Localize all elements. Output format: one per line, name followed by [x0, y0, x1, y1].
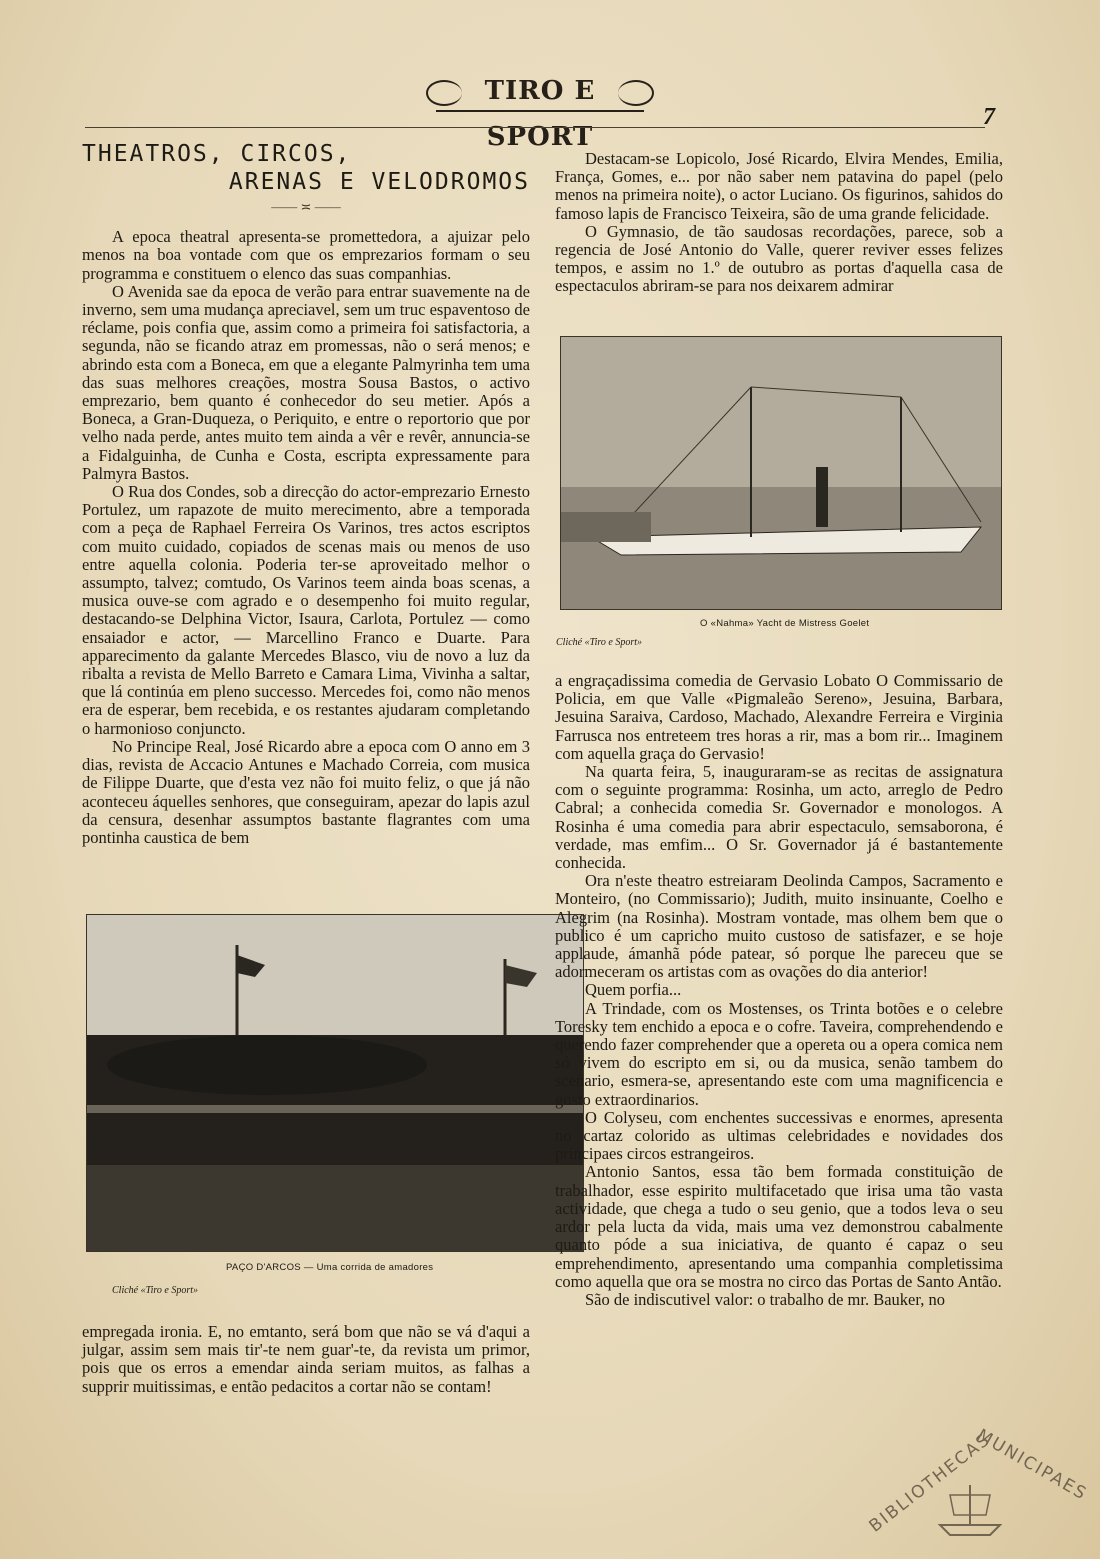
paragraph: O Gymnasio, de tão saudosas recordações, parece, sob a regencia de José Antonio do Valle, querer reviver esses felizes tempos, e assim no 1.º de outubro as portas d'aquella casa de espectaculos abriram-se para nos deixarem admirar [555, 221, 1003, 296]
stamp-ship-icon [850, 1425, 1090, 1545]
paragraph: A Trindade, com os Mostenses, os Trinta botões e o celebre Toresky tem enchido a epoca e o cofre. Taveira, comprehendendo e querendo fazer comprehender que a opereta ou a opera comica nem só vivem do escripto em si, ou da musica, senão tambem do scenario, esmera-se, apresentando este com uma magnificencia e gosto extraordinarios. [555, 998, 1003, 1109]
article-title [82, 140, 530, 196]
paragraph: Antonio Santos, essa tão bem formada constituição de trabalhador, esse espirito multifacetado que irisa uma tão vasta actividade, que chega a tudo o seu genio, que a todos leva o seu ardor pela lucta da vida, mais uma vez demonstrou cabalmente quanto póde a sua iniciativa, de quanto é capaz o seu emprehendimento, apresentando uma companhia completissima como aquella que ora se mostra no circo das Portas de Santo Antão. [555, 1162, 1003, 1291]
page-number: 7 [983, 104, 995, 130]
masthead-logo [440, 68, 640, 152]
crowd-scene-image [87, 915, 583, 1251]
crowd-photo-credit: Cliché «Tiro e Sport» [112, 1285, 199, 1296]
left-column-continuation [82, 1323, 530, 1396]
library-stamp [850, 1425, 1090, 1545]
masthead-ornament-left [426, 80, 462, 106]
ship-photo-caption: O «Nahma» Yacht de Mistress Goelet [700, 618, 870, 629]
paragraph: O Avenida sae da epoca de verão para entrar suavemente na de inverno, sem uma mudança apreciavel, sem um truc espaventoso de réclame, pois confia que, assim como a primeira foi satisfactoria, a segunda, não se ficando atraz em promessas, não o será menos; e abrindo esta com a Boneca, em que a elegante Palmyrinha tem uma das suas melhores creações, mostra Sousa Bastos, o activo emprezario, bem quanto é conhecedor do seu metier. Após a Boneca, a Gran-Duqueza, o Periquito, e entre o reportorio que por velho nada perde, antes muito tem ainda a vêr e revêr, annuncia-se a Fidalguinha, de Cunha e Costa, escripta expressamente para Palmyra Bastos. [82, 281, 530, 483]
title-ornament: —— ≍ —— [271, 199, 341, 214]
paragraph: Quem porfia... [585, 980, 682, 1000]
masthead-rule [436, 110, 644, 112]
paragraph: a engraçadissima comedia de Gervasio Lobato O Commissario de Policia, em que Valle «Pigmaleão Sereno», Jesuina, Barbara, Jesuina Saraiva, Cardoso, Machado, Alexandre Ferreira e Virginia Farrusca nos entreteem tres horas a rir, mas a bom rir... Imaginem com aquella graça do Gervasio! [555, 671, 1003, 763]
left-column [82, 140, 530, 847]
right-column-top [555, 150, 1003, 296]
stamp-text-right: MUNICIPAES [973, 1425, 1091, 1505]
article-title-line1: THEATROS, CIRCOS, [82, 141, 352, 167]
paragraph: Na quarta feira, 5, inauguraram-se as recitas de assignatura com o seguinte programma: Rosinha, um acto, arreglo de Pedro Cabral; a conhecida comedia Sr. Governador e monologos. A Rosinha é uma comedia para abrir espectaculo, semsaborona, é verdade, mas emfim... O Sr. Governador já é bastantemente conhecida. [555, 762, 1003, 873]
paragraph: O Rua dos Condes, sob a direcção do actor-emprezario Ernesto Portulez, um rapazote de muito merecimento, abre a temporada com a peça de Raphael Ferreira Os Varinos, tres actos escriptos com muito cuidado, copiados de scenas mais ou menos de uso entre aquella colonia. Poderia ter-se aproveitado melhor o assumpto, talvez; comtudo, Os Varinos teem ainda boas scenas, a musica ouve-se com agrado e o desempenho foi muito regular, destacando-se Delphina Victor, Isaura, Carlota, Portulez — como ensaiador e actor, — Marcellino Franco e Duarte. Para apparecimento da galante Mercedes Blasco, viu de novo a luz da ribalta a revista de Mello Barreto e Camara Lima, Vivinha a saltar, que lá continúa em pleno successo. Mercedes foi, como não menos era de esperar, bem recebida, e os restantes ajudaram completando o harmonioso conjuncto. [82, 482, 530, 738]
yacht-image [561, 337, 1001, 609]
paragraph: A epoca theatral apresenta-se promettedora, a ajuizar pelo menos na boa vontade com que os emprezarios formam o seu programma e constituem o elenco das suas companhias. [82, 227, 530, 283]
header-rule [85, 127, 985, 128]
paragraph: Destacam-se Lopicolo, José Ricardo, Elvira Mendes, Emilia, França, Gomes, e... por não saber nem patavina do papel (pelo menos na primeira noite), o actor Luciano. Os figurinos, sahidos do famoso lapis de Francisco Teixeira, são de uma grande felicidade. [555, 149, 1003, 223]
paragraph: São de indiscutivel valor: o trabalho de mr. Bauker, no [585, 1289, 945, 1309]
ship-photo-credit: Cliché «Tiro e Sport» [556, 637, 643, 648]
paragraph: empregada ironia. E, no emtanto, será bom que não se vá d'aqui a julgar, assim sem mais tir'-te nem guar'-te, da revista um primor, pois que os erros a emendar ainda seriam muitos, as falhas a supprir muitissimas, e então pedacitos a cortar não se contam! [82, 1322, 530, 1396]
stamp-text-left: BIBLIOTHECAS [865, 1429, 995, 1537]
crowd-photograph [86, 914, 584, 1252]
masthead-ornament-right [618, 80, 654, 106]
crowd-photo-caption: PAÇO D'ARCOS — Uma corrida de amadores [226, 1262, 434, 1273]
right-column-bottom [555, 672, 1003, 1309]
ship-photograph [560, 336, 1002, 610]
article-title-line2: ARENAS E VELODROMOS [228, 169, 530, 195]
paragraph: Ora n'este theatro estreiaram Deolinda Campos, Sacramento e Monteiro, (no Commissario); Judith, muito insinuante, Coelho e Alegrim (na Rosinha). Mostram vontade, mas olhem bem que o publico é um capricho muito custoso de satisfazer, e se hoje applaude, ámanhã póde patear, só porque lhe pareceu que se adormeceram os artistas com as ovações do dia anterior! [555, 871, 1003, 982]
masthead-title: TIRO E SPORT [484, 76, 596, 152]
paragraph: No Principe Real, José Ricardo abre a epoca com O anno em 3 dias, revista de Accacio Antunes e Machado Correia, com musica de Filippe Duarte, que d'esta vez não foi muito feliz, o que já não aconteceu áquelles senhores, que conseguiram, apezar do lapis azul da censura, desenhar assumptos bastante flagrantes com uma pontinha caustica de bem [82, 736, 530, 847]
paragraph: O Colyseu, com enchentes successivas e enormes, apresenta no cartaz colorido as ultimas celebridades e novidades dos principaes circos estrangeiros. [555, 1107, 1003, 1164]
